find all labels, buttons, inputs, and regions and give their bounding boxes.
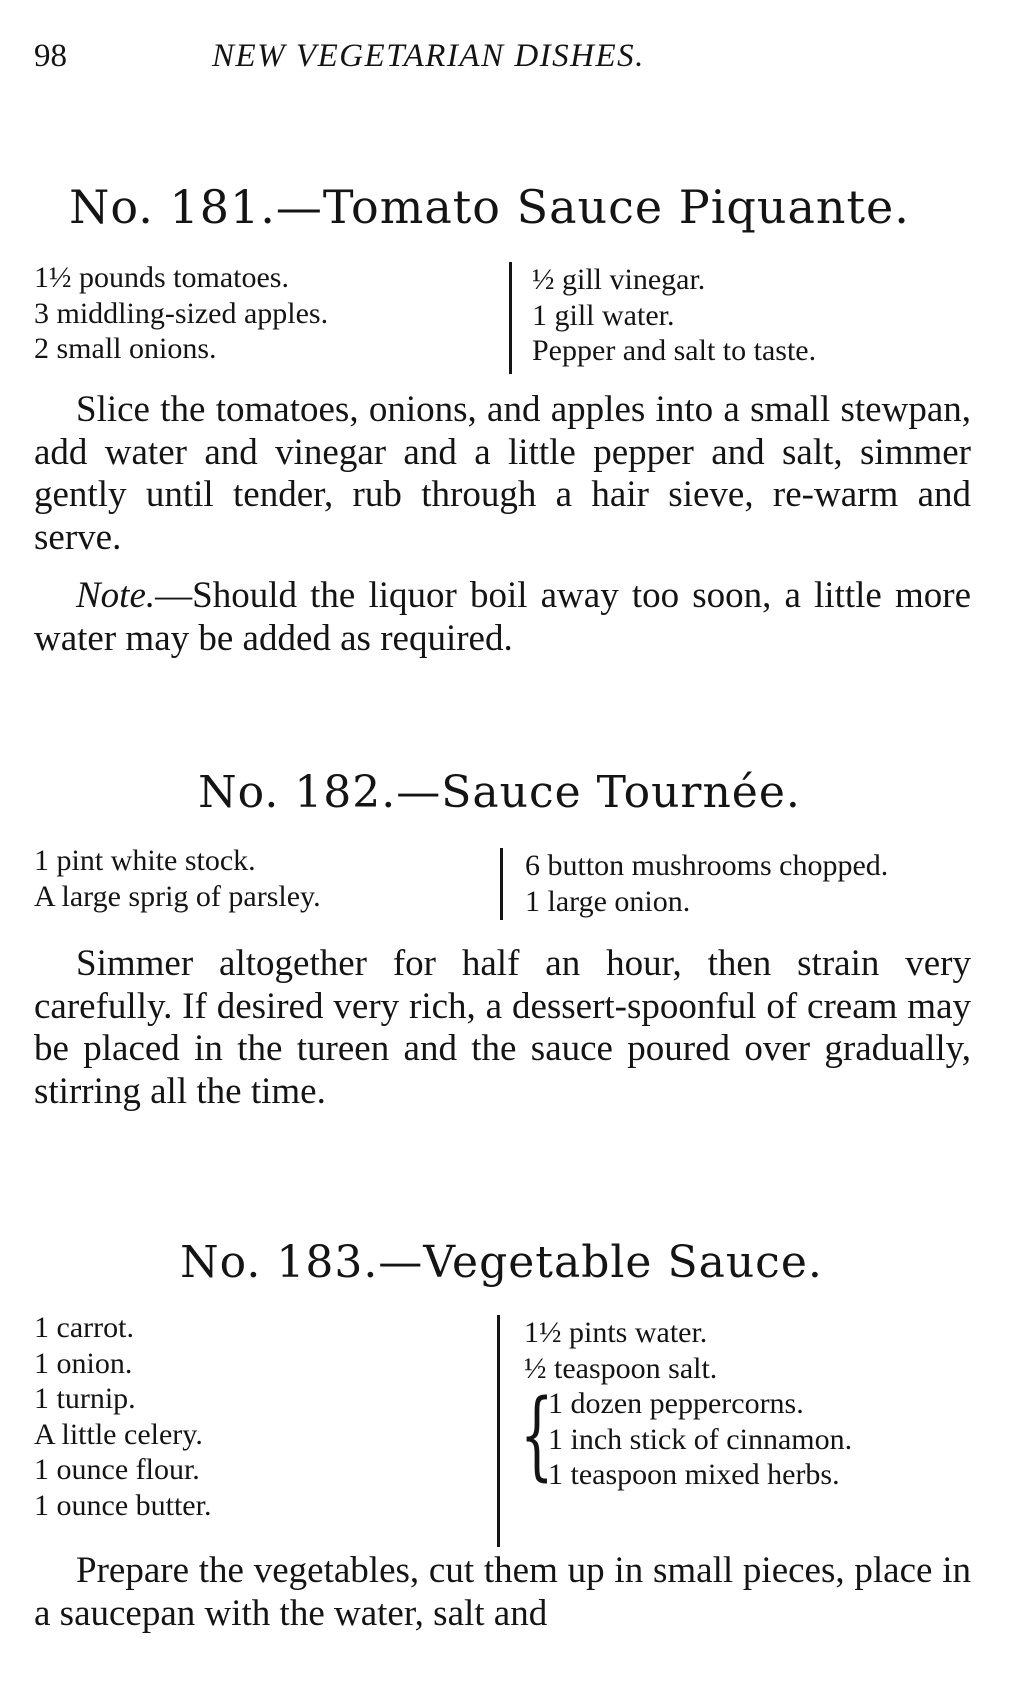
ingredient: A large sprig of parsley. [34, 879, 321, 913]
ingredient: 1 dozen peppercorns. [548, 1387, 804, 1420]
ingredient: A little celery. [34, 1417, 203, 1451]
ingredient: 1 large onion. [525, 884, 691, 918]
ingredient: 1 gill water. [532, 298, 675, 332]
note-text: —Should the liquor boil away too soon, a little more water may be added as required. [34, 575, 971, 659]
ingredient: Pepper and salt to taste. [532, 334, 817, 367]
ingredient: 1 ounce butter. [34, 1488, 212, 1522]
recipe-181-note [34, 575, 971, 660]
recipe-183-method: Prepare the vegetables, cut them up in small pieces, place in a saucepan with the water, salt and [34, 1550, 971, 1634]
ingredient: 1 ounce flour. [34, 1453, 200, 1486]
recipe-182-heading: No. 182.—Sauce Tournée. [198, 767, 801, 818]
ingredient: 1 teaspoon mixed herbs. [548, 1458, 840, 1491]
recipe-181-heading: No. 181.—Tomato Sauce Piquante. [69, 180, 910, 234]
recipe-181-method: Slice the tomatoes, onions, and apples into a small stewpan, add water and vinegar and a little pepper and salt, simmer gently until tender, rub through a hair sieve, re-warm and serve. [34, 389, 971, 558]
ingredient: 1 inch stick of cinnamon. [548, 1422, 853, 1456]
recipe-183-ingredients-left [34, 1310, 211, 1523]
ingredient: 6 button mushrooms chopped. [525, 849, 889, 882]
ingredient: 1½ pounds tomatoes. [34, 261, 289, 294]
ingredient: ½ gill vinegar. [532, 263, 706, 296]
recipe-183-ingredients-right [497, 1315, 852, 1547]
bracketed-ingredient-group [520, 1379, 853, 1493]
ingredient: 1 onion. [34, 1346, 133, 1380]
recipe-181-ingredients-left [34, 260, 328, 367]
recipe-183-heading: No. 183.—Vegetable Sauce. [180, 1237, 823, 1288]
ingredient: 2 small onions. [34, 332, 217, 365]
recipe-182-method: Simmer altogether for half an hour, then strain very carefully. If desired very rich, a dessert-spoonful of cream may be placed in the tureen and the sauce poured over gradually, stirring all the time. [34, 943, 971, 1112]
ingredient: 1 carrot. [34, 1311, 134, 1344]
recipe-182-ingredients-right [500, 848, 888, 920]
ingredient: 1 turnip. [34, 1382, 136, 1415]
running-title: NEW VEGETARIAN DISHES. [212, 38, 645, 74]
note-label: Note. [76, 575, 156, 616]
ingredient: 1 pint white stock. [34, 844, 256, 877]
left-brace-icon: { [520, 1379, 554, 1491]
ingredient: 1½ pints water. [524, 1316, 708, 1349]
ingredient: 3 middling-sized apples. [34, 296, 329, 330]
page-number: 98 [34, 38, 67, 74]
recipe-181-ingredients-right [509, 262, 816, 374]
ingredient: ½ teaspoon salt. [524, 1351, 718, 1385]
recipe-182-ingredients-left [34, 843, 321, 914]
